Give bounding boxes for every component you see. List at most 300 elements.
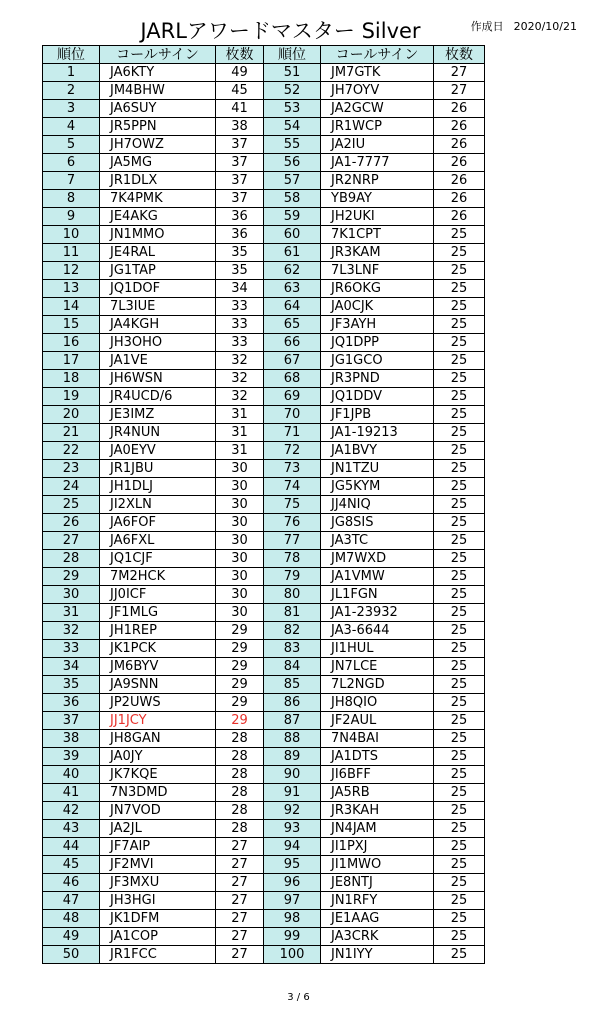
rank-cell-right: 75	[264, 496, 321, 514]
count-cell-left: 29	[216, 676, 264, 694]
callsign-cell-right: JL1FGN	[321, 586, 434, 604]
callsign-cell-right: JG5KYM	[321, 478, 434, 496]
rank-cell-right: 95	[264, 856, 321, 874]
callsign-cell-left: JA1VE	[100, 352, 216, 370]
callsign-cell-left: JA6FXL	[100, 532, 216, 550]
count-cell-left: 29	[216, 694, 264, 712]
count-cell-left: 30	[216, 496, 264, 514]
table-row	[43, 136, 485, 154]
count-cell-left: 37	[216, 154, 264, 172]
count-cell-left: 27	[216, 946, 264, 964]
table-row	[43, 64, 485, 82]
rank-cell-right: 51	[264, 64, 321, 82]
callsign-cell-left: JR5PPN	[100, 118, 216, 136]
created-label: 作成日	[470, 20, 504, 33]
rank-cell-left: 28	[43, 550, 100, 568]
rank-cell-right: 70	[264, 406, 321, 424]
count-cell-left: 35	[216, 262, 264, 280]
count-cell-left: 30	[216, 460, 264, 478]
count-cell-right: 25	[434, 514, 485, 532]
callsign-cell-right: 7L2NGD	[321, 676, 434, 694]
rank-cell-left: 35	[43, 676, 100, 694]
rank-cell-left: 49	[43, 928, 100, 946]
rank-cell-left: 14	[43, 298, 100, 316]
table-row	[43, 856, 485, 874]
count-cell-right: 25	[434, 658, 485, 676]
count-cell-left: 30	[216, 604, 264, 622]
rank-cell-right: 65	[264, 316, 321, 334]
callsign-cell-right: YB9AY	[321, 190, 434, 208]
callsign-cell-left: JF3MXU	[100, 874, 216, 892]
rank-cell-right: 72	[264, 442, 321, 460]
callsign-cell-right: JN1IYY	[321, 946, 434, 964]
callsign-cell-left: JF2MVI	[100, 856, 216, 874]
callsign-cell-right: JA2IU	[321, 136, 434, 154]
count-cell-right: 26	[434, 154, 485, 172]
count-cell-right: 25	[434, 226, 485, 244]
count-cell-right: 25	[434, 802, 485, 820]
count-cell-left: 27	[216, 892, 264, 910]
table-body	[43, 64, 485, 964]
count-cell-left: 35	[216, 244, 264, 262]
count-cell-left: 29	[216, 712, 264, 730]
callsign-cell-left: JH1REP	[100, 622, 216, 640]
count-cell-right: 25	[434, 946, 485, 964]
callsign-cell-right: JA1-23932	[321, 604, 434, 622]
rank-cell-right: 90	[264, 766, 321, 784]
count-cell-right: 27	[434, 82, 485, 100]
callsign-cell-right: JH2UKI	[321, 208, 434, 226]
count-cell-left: 28	[216, 766, 264, 784]
rank-cell-right: 59	[264, 208, 321, 226]
table-row	[43, 316, 485, 334]
rank-cell-left: 5	[43, 136, 100, 154]
count-cell-left: 28	[216, 784, 264, 802]
callsign-cell-right: 7N4BAI	[321, 730, 434, 748]
callsign-cell-left: JK1PCK	[100, 640, 216, 658]
callsign-cell-right: 7K1CPT	[321, 226, 434, 244]
callsign-cell-left: JJ0ICF	[100, 586, 216, 604]
table-row	[43, 910, 485, 928]
header-rank-right: 順位	[264, 46, 321, 64]
table-row	[43, 406, 485, 424]
table-row	[43, 226, 485, 244]
callsign-cell-left: JA6KTY	[100, 64, 216, 82]
rank-cell-left: 24	[43, 478, 100, 496]
count-cell-left: 37	[216, 190, 264, 208]
table-row	[43, 748, 485, 766]
ranking-table	[42, 45, 485, 964]
count-cell-right: 26	[434, 118, 485, 136]
callsign-cell-right: JH7OYV	[321, 82, 434, 100]
callsign-cell-left: JH1DLJ	[100, 478, 216, 496]
rank-cell-left: 6	[43, 154, 100, 172]
table-row	[43, 154, 485, 172]
rank-cell-left: 41	[43, 784, 100, 802]
count-cell-right: 25	[434, 910, 485, 928]
callsign-cell-left: JR1FCC	[100, 946, 216, 964]
rank-cell-left: 29	[43, 568, 100, 586]
rank-cell-left: 8	[43, 190, 100, 208]
count-cell-right: 25	[434, 370, 485, 388]
table-header-row	[43, 46, 485, 64]
rank-cell-left: 21	[43, 424, 100, 442]
callsign-cell-left: JR1JBU	[100, 460, 216, 478]
callsign-cell-left: JA5MG	[100, 154, 216, 172]
table-row	[43, 424, 485, 442]
callsign-cell-right: JG1GCO	[321, 352, 434, 370]
callsign-cell-right: JR1WCP	[321, 118, 434, 136]
rank-cell-right: 64	[264, 298, 321, 316]
count-cell-left: 30	[216, 550, 264, 568]
callsign-cell-right: JR3PND	[321, 370, 434, 388]
count-cell-right: 26	[434, 100, 485, 118]
count-cell-left: 41	[216, 100, 264, 118]
callsign-cell-right: JJ4NIQ	[321, 496, 434, 514]
table-row	[43, 190, 485, 208]
rank-cell-right: 60	[264, 226, 321, 244]
rank-cell-right: 82	[264, 622, 321, 640]
callsign-cell-left: JR1DLX	[100, 172, 216, 190]
count-cell-right: 25	[434, 838, 485, 856]
rank-cell-left: 23	[43, 460, 100, 478]
count-cell-left: 31	[216, 424, 264, 442]
callsign-cell-left: JM6BYV	[100, 658, 216, 676]
rank-cell-left: 39	[43, 748, 100, 766]
table-row	[43, 694, 485, 712]
count-cell-right: 25	[434, 712, 485, 730]
rank-cell-right: 93	[264, 820, 321, 838]
rank-cell-right: 96	[264, 874, 321, 892]
count-cell-left: 33	[216, 298, 264, 316]
table-row	[43, 496, 485, 514]
callsign-cell-right: JN1TZU	[321, 460, 434, 478]
page-indicator: 3 / 6	[287, 992, 310, 1003]
callsign-cell-right: JE8NTJ	[321, 874, 434, 892]
table-row	[43, 442, 485, 460]
rank-cell-right: 87	[264, 712, 321, 730]
rank-cell-right: 88	[264, 730, 321, 748]
callsign-cell-right: JI1HUL	[321, 640, 434, 658]
rank-cell-left: 22	[43, 442, 100, 460]
rank-cell-left: 26	[43, 514, 100, 532]
header-callsign-right: コールサイン	[321, 46, 434, 64]
rank-cell-right: 55	[264, 136, 321, 154]
count-cell-right: 25	[434, 784, 485, 802]
count-cell-right: 25	[434, 388, 485, 406]
rank-cell-left: 48	[43, 910, 100, 928]
callsign-cell-left: 7K4PMK	[100, 190, 216, 208]
count-cell-left: 32	[216, 388, 264, 406]
rank-cell-left: 47	[43, 892, 100, 910]
count-cell-left: 31	[216, 406, 264, 424]
rank-cell-right: 85	[264, 676, 321, 694]
callsign-cell-left: JJ1JCY	[100, 712, 216, 730]
callsign-cell-left: JH3OHO	[100, 334, 216, 352]
rank-cell-right: 84	[264, 658, 321, 676]
callsign-cell-right: JA2GCW	[321, 100, 434, 118]
callsign-cell-right: JI6BFF	[321, 766, 434, 784]
count-cell-right: 25	[434, 460, 485, 478]
callsign-cell-left: JE3IMZ	[100, 406, 216, 424]
table-row	[43, 370, 485, 388]
count-cell-right: 27	[434, 64, 485, 82]
callsign-cell-left: JH8GAN	[100, 730, 216, 748]
rank-cell-left: 2	[43, 82, 100, 100]
callsign-cell-right: JF1JPB	[321, 406, 434, 424]
table-row	[43, 766, 485, 784]
count-cell-right: 25	[434, 748, 485, 766]
rank-cell-right: 68	[264, 370, 321, 388]
rank-cell-left: 44	[43, 838, 100, 856]
count-cell-right: 25	[434, 676, 485, 694]
callsign-cell-left: JA9SNN	[100, 676, 216, 694]
count-cell-left: 45	[216, 82, 264, 100]
callsign-cell-left: JP2UWS	[100, 694, 216, 712]
callsign-cell-right: JA1-7777	[321, 154, 434, 172]
table-row	[43, 730, 485, 748]
count-cell-left: 30	[216, 478, 264, 496]
rank-cell-right: 63	[264, 280, 321, 298]
count-cell-left: 33	[216, 334, 264, 352]
rank-cell-right: 77	[264, 532, 321, 550]
callsign-cell-right: JR3KAH	[321, 802, 434, 820]
table-row	[43, 514, 485, 532]
rank-cell-left: 40	[43, 766, 100, 784]
count-cell-right: 25	[434, 586, 485, 604]
count-cell-left: 37	[216, 172, 264, 190]
count-cell-right: 25	[434, 550, 485, 568]
callsign-cell-left: JK1DFM	[100, 910, 216, 928]
count-cell-right: 26	[434, 136, 485, 154]
table-row	[43, 478, 485, 496]
table-row	[43, 568, 485, 586]
callsign-cell-right: JA3CRK	[321, 928, 434, 946]
callsign-cell-left: JE4AKG	[100, 208, 216, 226]
table-row	[43, 280, 485, 298]
table-row	[43, 622, 485, 640]
callsign-cell-left: 7L3IUE	[100, 298, 216, 316]
rank-cell-right: 81	[264, 604, 321, 622]
count-cell-right: 25	[434, 730, 485, 748]
rank-cell-right: 89	[264, 748, 321, 766]
count-cell-left: 28	[216, 802, 264, 820]
callsign-cell-right: JA0CJK	[321, 298, 434, 316]
callsign-cell-left: JN7VOD	[100, 802, 216, 820]
rank-cell-right: 52	[264, 82, 321, 100]
callsign-cell-right: JN1RFY	[321, 892, 434, 910]
count-cell-left: 31	[216, 442, 264, 460]
count-cell-right: 25	[434, 334, 485, 352]
rank-cell-right: 80	[264, 586, 321, 604]
count-cell-right: 25	[434, 478, 485, 496]
callsign-cell-left: JR4NUN	[100, 424, 216, 442]
count-cell-right: 25	[434, 604, 485, 622]
rank-cell-left: 34	[43, 658, 100, 676]
rank-cell-left: 9	[43, 208, 100, 226]
rank-cell-right: 86	[264, 694, 321, 712]
rank-cell-right: 53	[264, 100, 321, 118]
table-row	[43, 262, 485, 280]
count-cell-right: 25	[434, 532, 485, 550]
callsign-cell-left: JQ1CJF	[100, 550, 216, 568]
rank-cell-right: 67	[264, 352, 321, 370]
table-row	[43, 820, 485, 838]
rank-cell-right: 100	[264, 946, 321, 964]
callsign-cell-left: 7M2HCK	[100, 568, 216, 586]
count-cell-right: 25	[434, 892, 485, 910]
rank-cell-right: 99	[264, 928, 321, 946]
count-cell-left: 29	[216, 658, 264, 676]
callsign-cell-right: JR3KAM	[321, 244, 434, 262]
callsign-cell-left: JA6SUY	[100, 100, 216, 118]
rank-cell-right: 94	[264, 838, 321, 856]
count-cell-left: 28	[216, 748, 264, 766]
count-cell-right: 25	[434, 640, 485, 658]
callsign-cell-right: JI1MWO	[321, 856, 434, 874]
rank-cell-right: 56	[264, 154, 321, 172]
table-row	[43, 928, 485, 946]
count-cell-right: 25	[434, 442, 485, 460]
page-title-text: JARLアワードマスター Silver	[140, 19, 421, 43]
count-cell-right: 25	[434, 316, 485, 334]
count-cell-left: 27	[216, 856, 264, 874]
count-cell-right: 25	[434, 874, 485, 892]
count-cell-left: 49	[216, 64, 264, 82]
rank-cell-left: 4	[43, 118, 100, 136]
callsign-cell-left: JA2JL	[100, 820, 216, 838]
callsign-cell-left: JH7OWZ	[100, 136, 216, 154]
rank-cell-left: 32	[43, 622, 100, 640]
count-cell-left: 36	[216, 208, 264, 226]
rank-cell-left: 18	[43, 370, 100, 388]
rank-cell-left: 43	[43, 820, 100, 838]
rank-cell-right: 58	[264, 190, 321, 208]
table-row	[43, 298, 485, 316]
callsign-cell-left: JA6FOF	[100, 514, 216, 532]
header-callsign-left: コールサイン	[100, 46, 216, 64]
count-cell-left: 32	[216, 352, 264, 370]
rank-cell-right: 73	[264, 460, 321, 478]
table-row	[43, 118, 485, 136]
count-cell-left: 30	[216, 514, 264, 532]
callsign-cell-left: JN1MMO	[100, 226, 216, 244]
rank-cell-left: 12	[43, 262, 100, 280]
count-cell-right: 26	[434, 208, 485, 226]
table-row	[43, 244, 485, 262]
rank-cell-left: 42	[43, 802, 100, 820]
callsign-cell-left: JH6WSN	[100, 370, 216, 388]
callsign-cell-left: JM4BHW	[100, 82, 216, 100]
callsign-cell-left: JA4KGH	[100, 316, 216, 334]
callsign-cell-right: JR6OKG	[321, 280, 434, 298]
callsign-cell-right: JH8QIO	[321, 694, 434, 712]
count-cell-right: 25	[434, 622, 485, 640]
rank-cell-right: 54	[264, 118, 321, 136]
rank-cell-left: 11	[43, 244, 100, 262]
table-row	[43, 388, 485, 406]
table-row	[43, 802, 485, 820]
table-row	[43, 550, 485, 568]
rank-cell-left: 13	[43, 280, 100, 298]
callsign-cell-left: JR4UCD/6	[100, 388, 216, 406]
callsign-cell-left: JA1COP	[100, 928, 216, 946]
header-count-left: 枚数	[216, 46, 264, 64]
count-cell-left: 27	[216, 874, 264, 892]
callsign-cell-right: JA1-19213	[321, 424, 434, 442]
rank-cell-left: 33	[43, 640, 100, 658]
rank-cell-right: 76	[264, 514, 321, 532]
callsign-cell-right: JA1BVY	[321, 442, 434, 460]
count-cell-left: 30	[216, 532, 264, 550]
rank-cell-right: 62	[264, 262, 321, 280]
rank-cell-left: 30	[43, 586, 100, 604]
rank-cell-right: 57	[264, 172, 321, 190]
callsign-cell-left: JH3HGI	[100, 892, 216, 910]
rank-cell-left: 36	[43, 694, 100, 712]
count-cell-right: 25	[434, 298, 485, 316]
count-cell-right: 25	[434, 568, 485, 586]
count-cell-left: 32	[216, 370, 264, 388]
count-cell-left: 36	[216, 226, 264, 244]
callsign-cell-right: JN7LCE	[321, 658, 434, 676]
callsign-cell-left: JK7KQE	[100, 766, 216, 784]
rank-cell-left: 20	[43, 406, 100, 424]
table-row	[43, 532, 485, 550]
table-row	[43, 712, 485, 730]
table-row	[43, 658, 485, 676]
count-cell-right: 25	[434, 424, 485, 442]
callsign-cell-right: JM7WXD	[321, 550, 434, 568]
callsign-cell-right: JN4JAM	[321, 820, 434, 838]
table-row	[43, 874, 485, 892]
callsign-cell-left: JE4RAL	[100, 244, 216, 262]
rank-cell-right: 69	[264, 388, 321, 406]
rank-cell-right: 71	[264, 424, 321, 442]
rank-cell-left: 3	[43, 100, 100, 118]
callsign-cell-right: JA3-6644	[321, 622, 434, 640]
callsign-cell-right: JA3TC	[321, 532, 434, 550]
callsign-cell-right: JA1DTS	[321, 748, 434, 766]
rank-cell-left: 15	[43, 316, 100, 334]
count-cell-left: 28	[216, 820, 264, 838]
rank-cell-left: 31	[43, 604, 100, 622]
rank-cell-right: 66	[264, 334, 321, 352]
callsign-cell-right: JR2NRP	[321, 172, 434, 190]
callsign-cell-left: JI2XLN	[100, 496, 216, 514]
count-cell-right: 25	[434, 262, 485, 280]
table-row	[43, 946, 485, 964]
callsign-cell-right: JE1AAG	[321, 910, 434, 928]
count-cell-left: 29	[216, 640, 264, 658]
callsign-cell-left: JA0JY	[100, 748, 216, 766]
callsign-cell-right: JF3AYH	[321, 316, 434, 334]
rank-cell-right: 78	[264, 550, 321, 568]
table-row	[43, 586, 485, 604]
rank-cell-left: 38	[43, 730, 100, 748]
count-cell-left: 30	[216, 568, 264, 586]
table-row	[43, 172, 485, 190]
header-rank-left: 順位	[43, 46, 100, 64]
created-date: 2020/10/21	[513, 20, 577, 33]
rank-cell-left: 25	[43, 496, 100, 514]
count-cell-right: 25	[434, 820, 485, 838]
count-cell-left: 30	[216, 586, 264, 604]
count-cell-left: 34	[216, 280, 264, 298]
rank-cell-right: 97	[264, 892, 321, 910]
count-cell-right: 25	[434, 352, 485, 370]
callsign-cell-right: JG8SIS	[321, 514, 434, 532]
